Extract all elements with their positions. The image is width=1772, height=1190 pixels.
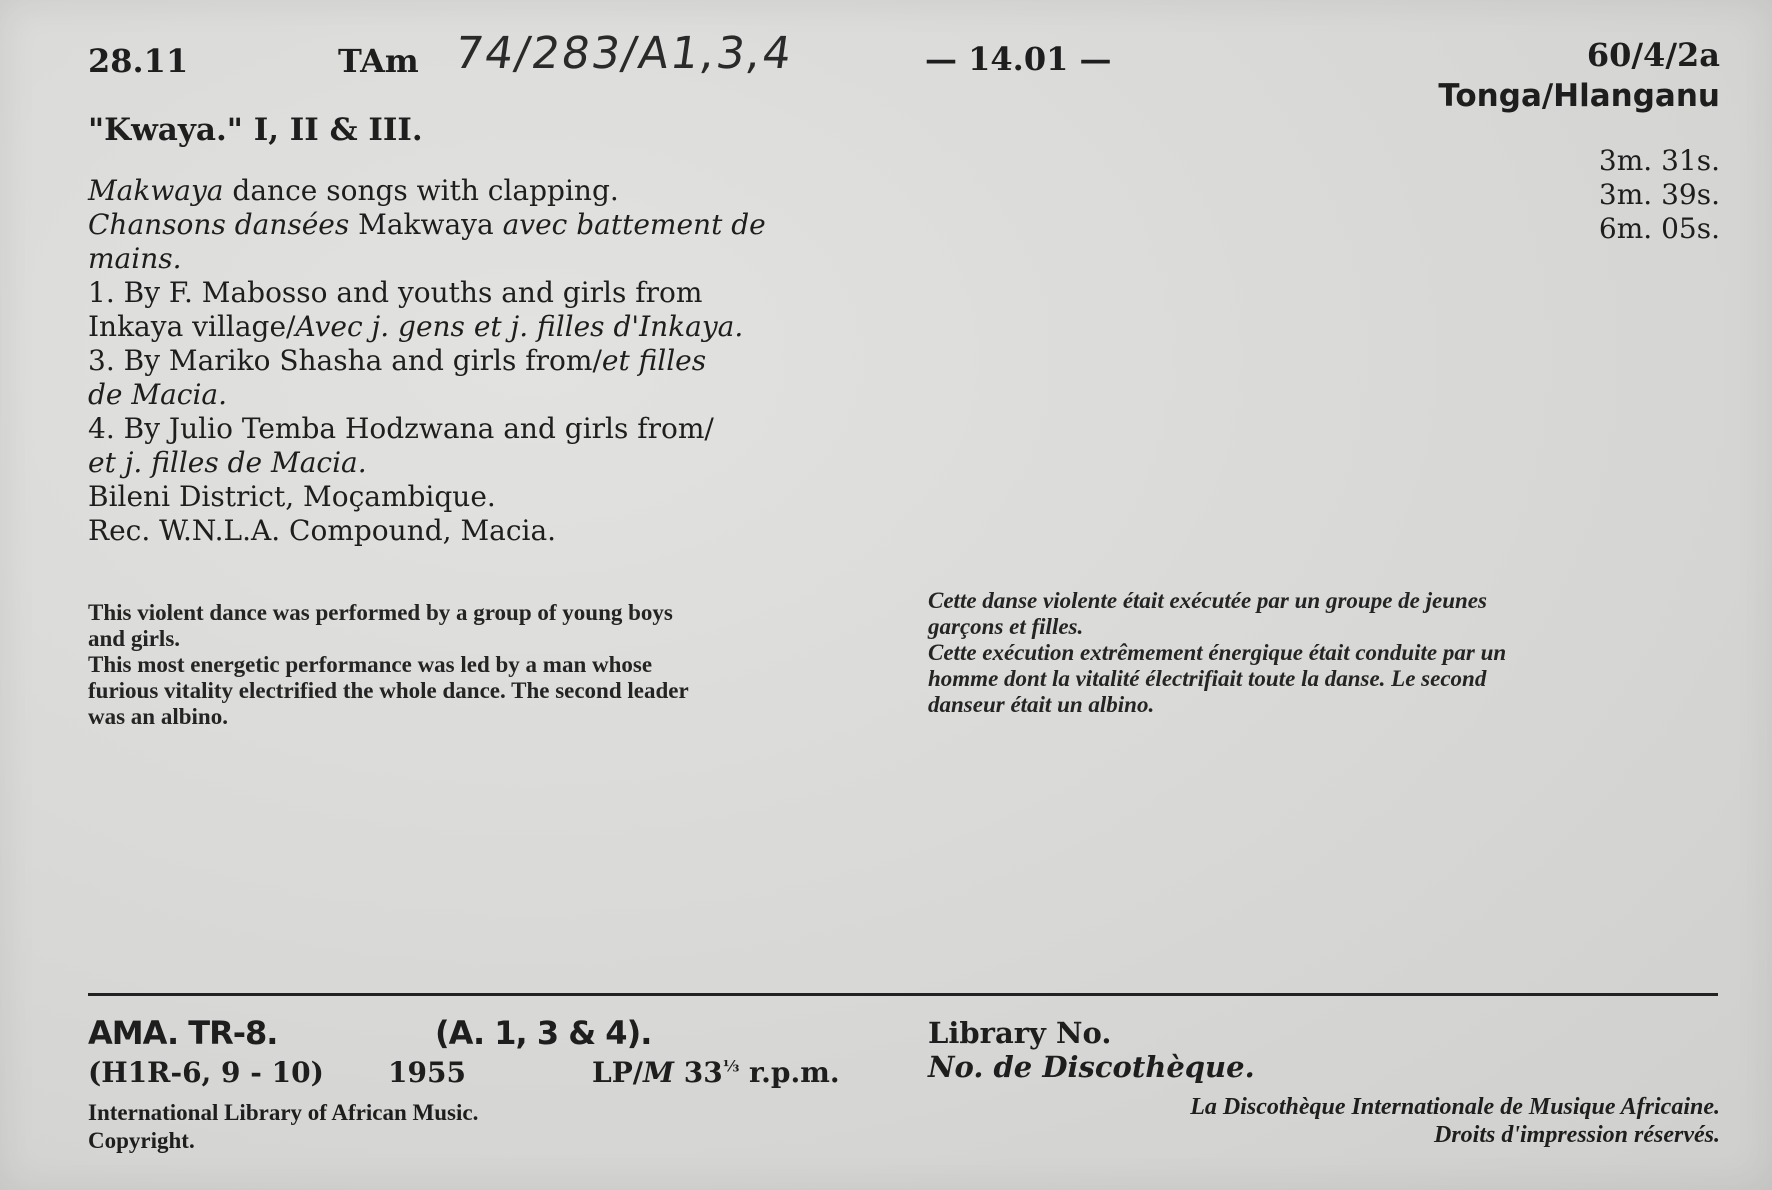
footer-divider xyxy=(88,993,1718,996)
ilam-name-fr: La Discothèque Internationale de Musique Africaine. xyxy=(1190,1094,1720,1120)
note-en-line: This violent dance was performed by a group of young boys xyxy=(88,600,673,625)
ilam-name: International Library of African Music. xyxy=(88,1100,479,1125)
note-en-line: This most energetic performance was led by a man whose xyxy=(88,652,653,677)
recording-line: Rec. W.N.L.A. Compound, Macia. xyxy=(88,514,557,547)
note-en-line: and girls. xyxy=(88,626,181,651)
performer-item-3a: 3. By Mariko Shasha and girls from/et filles xyxy=(88,344,707,377)
note-fr-line: homme dont la vitalité électrifiait toute la danse. Le second xyxy=(928,666,1487,691)
handwritten-reference: 74/283/A1,3,4 xyxy=(451,28,797,79)
note-en-line: furious vitality electrified the whole dance. The second leader xyxy=(88,678,689,703)
description-line-3: mains. xyxy=(88,242,182,275)
note-fr-line: garçons et filles. xyxy=(928,614,1084,639)
duration-1: 3m. 31s. xyxy=(1598,144,1720,177)
performer-item-1a: 1. By F. Mabosso and youths and girls from xyxy=(88,276,703,309)
sides-code: (A. 1, 3 & 4). xyxy=(435,1014,652,1052)
card-number: 28.11 xyxy=(88,42,189,80)
note-fr-line: danseur était un albino. xyxy=(928,692,1155,717)
year: 1955 xyxy=(388,1056,466,1089)
discotheque-number-label: No. de Discothèque. xyxy=(928,1050,1255,1084)
group-name: Tonga/Hlanganu xyxy=(1438,78,1720,114)
matrix-code: (H1R-6, 9 - 10) xyxy=(88,1056,324,1089)
performer-item-1b: Inkaya village/Avec j. gens et j. filles d'Inkaya. xyxy=(88,310,744,343)
description-line-2: Chansons dansées Makwaya avec battement de xyxy=(88,208,766,241)
rights-fr: Droits d'impression réservés. xyxy=(1433,1122,1720,1148)
note-en-line: was an albino. xyxy=(88,704,228,729)
catalog-number: 60/4/2a xyxy=(1586,36,1720,74)
notes-french xyxy=(928,588,1506,718)
note-fr-line: Cette danse violente était exécutée par un groupe de jeunes xyxy=(928,588,1487,613)
description-block xyxy=(88,174,766,548)
copyright: Copyright. xyxy=(88,1128,195,1153)
card-code: — 14.01 — xyxy=(925,40,1112,78)
card-prefix: TAm xyxy=(338,42,419,80)
durations xyxy=(1599,144,1720,246)
duration-2: 3m. 39s. xyxy=(1598,178,1720,211)
description-line-1: Makwaya dance songs with clapping. xyxy=(88,174,619,207)
district-line: Bileni District, Moçambique. xyxy=(88,480,496,513)
page-title: "Kwaya." I, II & III. xyxy=(88,112,423,148)
ama-code: AMA. TR-8. xyxy=(88,1014,278,1052)
performer-item-4a: 4. By Julio Temba Hodzwana and girls from/ xyxy=(88,412,714,445)
duration-3: 6m. 05s. xyxy=(1598,212,1720,245)
note-fr-line: Cette exécution extrêmement énergique était conduite par un xyxy=(928,640,1507,665)
lp-speed: LP/M $33^{\frac{1}{3}}$ r.p.m. xyxy=(592,1056,840,1089)
performer-item-4b: et j. filles de Macia. xyxy=(88,446,367,479)
performer-item-3b: de Macia. xyxy=(88,378,227,411)
notes-english xyxy=(88,600,689,730)
library-number-label: Library No. xyxy=(928,1016,1112,1050)
